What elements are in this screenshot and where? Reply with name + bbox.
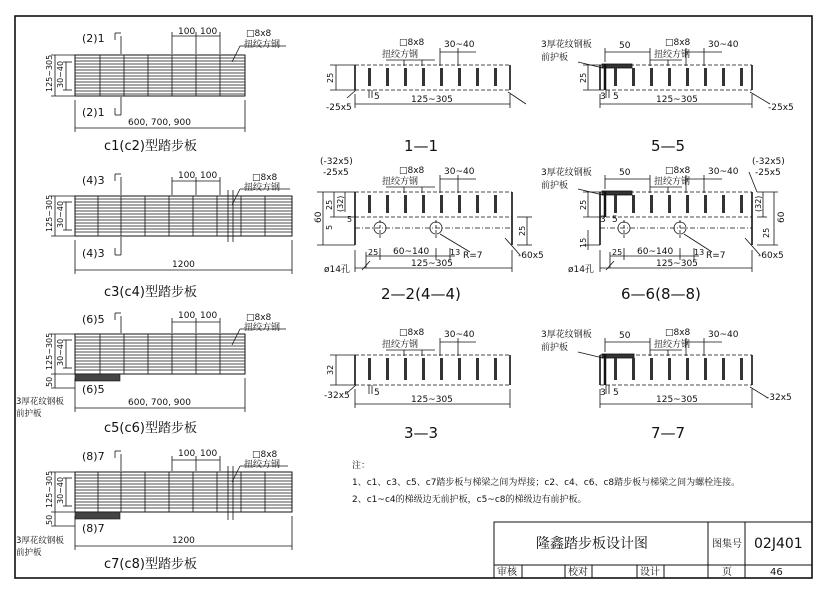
section-7-7-bar-spec: □8x8 — [665, 328, 691, 338]
plan-c1-cut-bottom: (2)1 — [82, 106, 105, 119]
section-6-6-bar-name: 扭绞方钢 — [654, 177, 691, 187]
plan-c3-bar-spec: □8x8 — [252, 173, 278, 183]
section-6-6-gap-b: 5 — [612, 215, 618, 225]
section-1-1-gap: 5 — [374, 92, 380, 102]
section-5-5-pitch: 30~40 — [708, 40, 739, 50]
plan-c1-bar: 30~40 — [56, 60, 65, 88]
plan-c7-nose: 50 — [45, 514, 54, 525]
section-6-6-h-total: 60 — [777, 211, 787, 223]
section-3-3-title: 3—3 — [404, 424, 439, 442]
section-2-2-angle: -60x5 — [518, 251, 544, 261]
plan-c1-pitch-b: 100 — [200, 27, 218, 37]
plan-c7-cut-top: (8)7 — [82, 450, 105, 463]
plan-c3-pitch-b: 100 — [200, 171, 218, 181]
plan-c3-cut-bottom: (4)3 — [82, 247, 105, 260]
section-7-7-gap-b: 5 — [613, 388, 619, 398]
section-5-5-gap-a: 3 — [600, 92, 606, 102]
plan-c7-cut-bottom: (8)7 — [82, 522, 105, 535]
section-5-5-guard-b: 前护板 — [541, 53, 569, 63]
section-2-2-h-alt: (32) — [336, 195, 345, 212]
plan-c5-bar: 30~40 — [56, 338, 65, 366]
section-6-6 — [578, 172, 778, 272]
section-2-2-hole-pitch: 60~140 — [393, 247, 430, 257]
section-2-2-h-total: 60 — [314, 211, 324, 223]
section-6-6-hole: ø14孔 — [568, 265, 594, 275]
section-3-3-bar-spec: □8x8 — [399, 328, 425, 338]
atlas-label: 图集号 — [712, 539, 742, 550]
section-7-7-pitch: 30~40 — [708, 330, 739, 340]
section-6-6-bar-spec: □8x8 — [665, 166, 691, 176]
plan-c7-pitch-a: 100 — [178, 449, 196, 459]
section-3-3-gap: 5 — [374, 388, 380, 398]
section-7-7-bar-name: 扭绞方钢 — [654, 340, 691, 350]
section-7-7-nose: 50 — [619, 331, 631, 341]
section-2-2-radius: R=7 — [463, 251, 483, 261]
section-6-6-pitch: 30~40 — [708, 167, 739, 177]
section-2-2-flat-alt: (-32x5) — [320, 157, 353, 167]
plan-c3-pitch-a: 100 — [178, 171, 196, 181]
plan-c5-width: 600, 700, 900 — [128, 398, 191, 408]
section-2-2-h-top: 25 — [325, 199, 334, 210]
note-line-2: 2、c1~c4的梯级边无前护板，c5~c8的梯级边有前护板。 — [352, 495, 587, 505]
plan-c1-bar-name: 扭绞方钢 — [244, 40, 281, 50]
section-6-6-guard-a: 3厚花纹钢板 — [541, 168, 592, 178]
plan-c7-bar-spec: □8x8 — [252, 450, 278, 460]
section-6-6-title: 6—6(8—8) — [621, 285, 701, 303]
section-7-7-flat: -32x5 — [766, 393, 792, 403]
page-number: 46 — [770, 567, 783, 578]
section-2-2-flat: -25x5 — [323, 168, 349, 178]
section-2-2-title: 2—2(4—4) — [381, 285, 461, 303]
section-5-5-bar-spec: □8x8 — [665, 38, 691, 48]
plan-c5-cut-bottom: (6)5 — [82, 383, 105, 396]
section-7-7-title: 7—7 — [651, 424, 686, 442]
plan-c5-guard-note: 3厚花纹钢板前护板 — [16, 397, 64, 419]
section-5-5-bar-name: 扭绞方钢 — [654, 50, 691, 60]
plan-c3-bar: 30~40 — [56, 200, 65, 228]
section-6-6-flat: -25x5 — [755, 168, 781, 178]
section-1-1-flat: -25x5 — [326, 103, 352, 113]
section-3-3-flat: -32x5 — [324, 391, 350, 401]
plan-c3-width: 1200 — [172, 260, 195, 270]
section-2-2-side: 25 — [518, 225, 527, 236]
plan-c1-pitch-a: 100 — [178, 27, 196, 37]
section-7-7-gap-a: 3 — [600, 388, 606, 398]
section-6-6-flat-alt: (-32x5) — [752, 157, 785, 167]
plan-c5-bar-spec: □8x8 — [246, 313, 272, 323]
section-7-7-guard-a: 3厚花纹钢板 — [541, 330, 592, 340]
section-5-5-span: 125~305 — [656, 95, 698, 105]
plan-c7-depth: 125~305 — [45, 470, 54, 508]
plan-c1-caption: c1(c2)型踏步板 — [104, 139, 197, 154]
section-6-6-span: 125~305 — [656, 259, 698, 269]
section-2-2-pitch: 30~40 — [444, 167, 475, 177]
section-6-6-h-low: 15 — [579, 237, 588, 248]
section-6-6-guard-b: 前护板 — [541, 181, 569, 191]
plan-c3-caption: c3(c4)型踏步板 — [104, 285, 197, 300]
section-6-6-nose: 50 — [619, 168, 631, 178]
plan-c7-bar-name: 扭绞方钢 — [244, 460, 281, 470]
design-label: 设计 — [640, 567, 660, 578]
section-3-3-pitch: 30~40 — [444, 330, 475, 340]
section-7-7-guard-b: 前护板 — [541, 343, 569, 353]
plan-c5-caption: c5(c6)型踏步板 — [104, 421, 197, 436]
section-6-6-lip: 13 — [694, 248, 705, 257]
notes-head: 注： — [352, 461, 371, 471]
section-2-2-bar-spec: □8x8 — [399, 166, 425, 176]
section-6-6-gap-a: 3 — [600, 215, 606, 225]
note-line-1: 1、c1、c3、c5、c7踏步板与梯梁之间为焊接；c2、c4、c6、c8踏步板与梯梁之间为螺栓连接。 — [352, 478, 741, 488]
section-2-2-span: 125~305 — [411, 259, 453, 269]
plan-c7-width: 1200 — [172, 536, 195, 546]
title-block-title: 隆鑫踏步板设计图 — [536, 536, 648, 552]
plan-c7-guard-note: 3厚花纹钢板前护板 — [16, 536, 64, 558]
atlas-number: 02J401 — [754, 536, 803, 552]
plan-c3-cut-top: (4)3 — [82, 174, 105, 187]
section-2-2-hole-off: 25 — [368, 248, 379, 257]
plan-c5-bar-name: 扭绞方钢 — [244, 323, 281, 333]
section-1-1-height: 25 — [326, 72, 335, 83]
section-3-3-bar-name: 扭绞方钢 — [382, 340, 419, 350]
section-2-2-hole: ø14孔 — [324, 265, 350, 275]
section-6-6-angle: -60x5 — [758, 251, 784, 261]
section-3-3-span: 125~305 — [411, 395, 453, 405]
section-5-5-nose: 50 — [619, 41, 631, 51]
section-6-6-hole-pitch: 60~140 — [637, 247, 674, 257]
section-6-6-h-top: 25 — [579, 199, 588, 210]
section-5-5-title: 5—5 — [651, 137, 686, 155]
section-6-6-h-alt: (32) — [754, 195, 763, 212]
section-5-5-height: 25 — [579, 72, 588, 83]
plan-c3-depth: 125~305 — [45, 194, 54, 232]
section-6-6-hole-off: 25 — [612, 248, 623, 257]
section-2-2-bar-name: 扭绞方钢 — [382, 177, 419, 187]
plan-c1-depth: 125~305 — [45, 54, 54, 92]
section-2-2-gap: 5 — [347, 215, 353, 224]
section-1-1-bar-name: 扭绞方钢 — [382, 50, 419, 60]
section-5-5-gap-b: 5 — [613, 92, 619, 102]
plan-c5-nose: 50 — [45, 376, 54, 387]
section-1-1-title: 1—1 — [404, 137, 439, 155]
plan-c1-bar-spec: □8x8 — [246, 29, 272, 39]
section-2-2-lip: 13 — [450, 248, 461, 257]
section-6-6-side: 25 — [762, 227, 771, 238]
plan-c5-pitch-a: 100 — [178, 311, 196, 321]
section-1-1-pitch: 30~40 — [444, 40, 475, 50]
plan-c7-pitch-b: 100 — [200, 449, 218, 459]
section-1-1-bar-spec: □8x8 — [399, 38, 425, 48]
page-label: 页 — [722, 567, 732, 578]
check-label: 校对 — [568, 567, 588, 578]
section-7-7-span: 125~305 — [656, 395, 698, 405]
section-5-5-flat: -25x5 — [768, 103, 794, 113]
plan-c5-depth: 125~305 — [45, 332, 54, 370]
plan-c1-width: 600, 700, 900 — [128, 118, 191, 128]
section-5-5-guard-a: 3厚花纹钢板 — [541, 40, 592, 50]
plan-c5-cut-top: (6)5 — [82, 313, 105, 326]
section-6-6-radius: R=7 — [706, 251, 726, 261]
section-1-1-span: 125~305 — [411, 95, 453, 105]
section-2-2-h-low: 5 — [325, 224, 334, 230]
plan-c7-caption: c7(c8)型踏步板 — [104, 557, 197, 572]
plan-c5-pitch-b: 100 — [200, 311, 218, 321]
review-label: 审核 — [497, 567, 517, 578]
plan-c1-cut-top: (2)1 — [82, 32, 105, 45]
section-3-3-height: 32 — [326, 364, 335, 375]
plan-c7-bar: 30~40 — [56, 476, 65, 504]
plan-c3-bar-name: 扭绞方钢 — [244, 183, 281, 193]
